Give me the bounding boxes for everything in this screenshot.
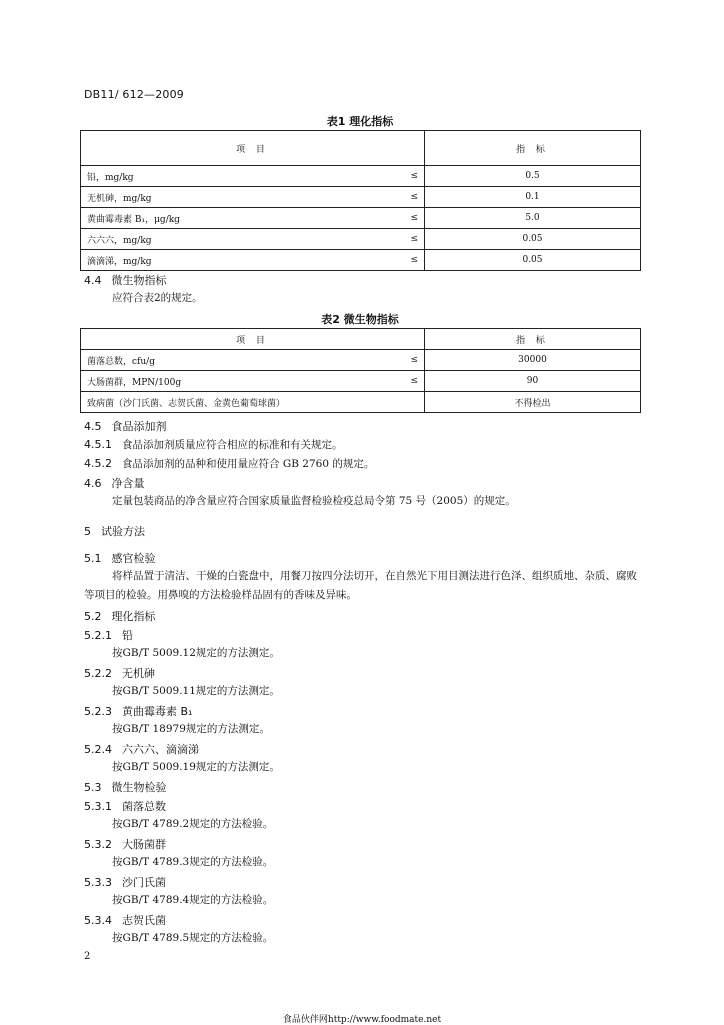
section-4-6-text: 定量包装商品的净含量应符合国家质量监督检验检疫总局令第 75 号（2005）的规定。 [112, 495, 516, 507]
section-4-4-text: 应符合表2的规定。 [112, 292, 203, 304]
doc-code: DB11/ 612—2009 [84, 88, 185, 101]
section-number: 4.6 [84, 477, 102, 490]
table-row [81, 371, 641, 392]
section-title: 感官检验 [111, 552, 156, 565]
section-number: 5.2.2 [84, 667, 112, 680]
section-title: 微生物检验 [111, 781, 167, 794]
table-row [81, 208, 641, 229]
section-4-5-2 [84, 456, 374, 471]
column-header-item: 项 目 [81, 131, 425, 166]
section-5-1-text: 将样品置于清洁、干燥的白瓷盘中，用餐刀按四分法切开，在自然光下用目测法进行色泽、组织质地、杂质、腐败等项目的检验。用鼻嗅的方法检验样品固有的香味及异味。 [84, 570, 637, 601]
table-row [81, 229, 641, 250]
column-header-index: 指 标 [425, 329, 641, 350]
section-5-3-heading [84, 779, 167, 795]
table1-caption: 表1 理化指标 [326, 115, 394, 128]
section-5-3-2-text: 按GB/T 4789.3规定的方法检验。 [112, 856, 274, 868]
section-5-2-4-text: 按GB/T 5009.19规定的方法测定。 [112, 761, 280, 773]
row-name: 菌落总数，cfu/g [81, 350, 311, 371]
section-5-3-3-heading [84, 874, 166, 890]
section-5-2-2-heading [84, 665, 155, 681]
column-header-index: 指 标 [425, 131, 641, 166]
section-title: 六六六、滴滴涕 [122, 743, 199, 756]
section-number: 5.3.1 [84, 800, 112, 813]
section-4-4-heading [84, 272, 167, 288]
row-value: 30000 [425, 350, 641, 371]
row-relation: ≤ [311, 371, 425, 392]
row-name: 黄曲霉毒素 B₁，μg/kg [81, 208, 311, 229]
section-number: 4.5.1 [84, 438, 112, 451]
section-title: 菌落总数 [122, 800, 166, 813]
row-relation: ≤ [311, 187, 425, 208]
row-value: 0.05 [425, 250, 641, 271]
table-row [81, 166, 641, 187]
section-number: 5.3 [84, 781, 102, 794]
table-row [81, 350, 641, 371]
table-row [81, 392, 641, 413]
section-5-2-3-heading [84, 703, 192, 719]
section-title: 试验方法 [101, 525, 145, 538]
row-name: 致病菌（沙门氏菌、志贺氏菌、金黄色葡萄球菌） [81, 392, 425, 413]
section-5-3-1-text: 按GB/T 4789.2规定的方法检验。 [112, 818, 274, 830]
row-relation: ≤ [311, 229, 425, 250]
section-5-3-2-heading [84, 836, 166, 852]
row-name: 大肠菌群，MPN/100g [81, 371, 311, 392]
row-relation: ≤ [311, 208, 425, 229]
table-header-row [81, 131, 641, 166]
section-4-5-heading [84, 418, 167, 434]
table-row [81, 250, 641, 271]
section-title: 大肠菌群 [122, 838, 166, 851]
section-number: 5.2.1 [84, 629, 112, 642]
section-number: 5.1 [84, 552, 102, 565]
chapter-5-heading [84, 523, 145, 539]
section-5-2-1-heading [84, 627, 133, 643]
page-number: 2 [84, 951, 91, 962]
table-row [81, 187, 641, 208]
section-title: 无机砷 [122, 667, 155, 680]
section-number: 5.2.3 [84, 705, 112, 718]
section-4-5-1 [84, 437, 343, 452]
section-5-2-heading [84, 608, 156, 624]
section-5-1-heading [84, 550, 156, 566]
row-value: 5.0 [425, 208, 641, 229]
section-5-3-1-heading [84, 798, 166, 814]
section-title: 净含量 [111, 477, 145, 490]
row-relation: ≤ [311, 350, 425, 371]
table2-caption: 表2 微生物指标 [321, 313, 399, 326]
row-name: 六六六，mg/kg [81, 229, 311, 250]
section-number: 5.3.2 [84, 838, 112, 851]
section-text: 食品添加剂质量应符合相应的标准和有关规定。 [122, 439, 343, 451]
section-number: 5.2.4 [84, 743, 112, 756]
section-title: 微生物指标 [111, 274, 167, 287]
section-number: 4.5 [84, 420, 102, 433]
section-5-2-2-text: 按GB/T 5009.11规定的方法测定。 [112, 685, 280, 697]
row-name: 铅，mg/kg [81, 166, 311, 187]
section-number: 5 [84, 525, 91, 538]
row-relation: ≤ [311, 250, 425, 271]
row-value: 0.05 [425, 229, 641, 250]
row-name: 滴滴涕，mg/kg [81, 250, 311, 271]
table1-physicochemical [80, 130, 641, 271]
section-4-6-heading [84, 475, 145, 491]
section-number: 4.5.2 [84, 457, 112, 470]
section-title: 沙门氏菌 [122, 876, 166, 889]
section-title: 理化指标 [111, 610, 156, 623]
section-title: 志贺氏菌 [122, 914, 166, 927]
section-5-3-3-text: 按GB/T 4789.4规定的方法检验。 [112, 894, 274, 906]
row-relation: ≤ [311, 166, 425, 187]
row-name: 无机砷，mg/kg [81, 187, 311, 208]
table-header-row [81, 329, 641, 350]
row-value: 不得检出 [425, 392, 641, 413]
section-5-3-4-heading [84, 912, 166, 928]
section-number: 5.3.4 [84, 914, 112, 927]
row-value: 0.5 [425, 166, 641, 187]
row-value: 90 [425, 371, 641, 392]
row-value: 0.1 [425, 187, 641, 208]
section-title: 食品添加剂 [111, 420, 167, 433]
section-number: 5.3.3 [84, 876, 112, 889]
section-5-2-1-text: 按GB/T 5009.12规定的方法测定。 [112, 647, 280, 659]
section-number: 4.4 [84, 274, 102, 287]
section-title: 铅 [122, 629, 133, 642]
section-5-2-3-text: 按GB/T 18979规定的方法测定。 [112, 723, 270, 735]
footer-site[interactable]: 食品伙伴网http://www.foodmate.net [282, 1015, 442, 1025]
column-header-item: 项 目 [81, 329, 425, 350]
section-5-2-4-heading [84, 741, 199, 757]
section-5-3-4-text: 按GB/T 4789.5规定的方法检验。 [112, 932, 274, 944]
section-number: 5.2 [84, 610, 102, 623]
section-text: 食品添加剂的品种和使用量应符合 GB 2760 的规定。 [122, 458, 375, 470]
table2-microbiological [80, 328, 641, 413]
section-title: 黄曲霉毒素 B₁ [122, 705, 193, 718]
